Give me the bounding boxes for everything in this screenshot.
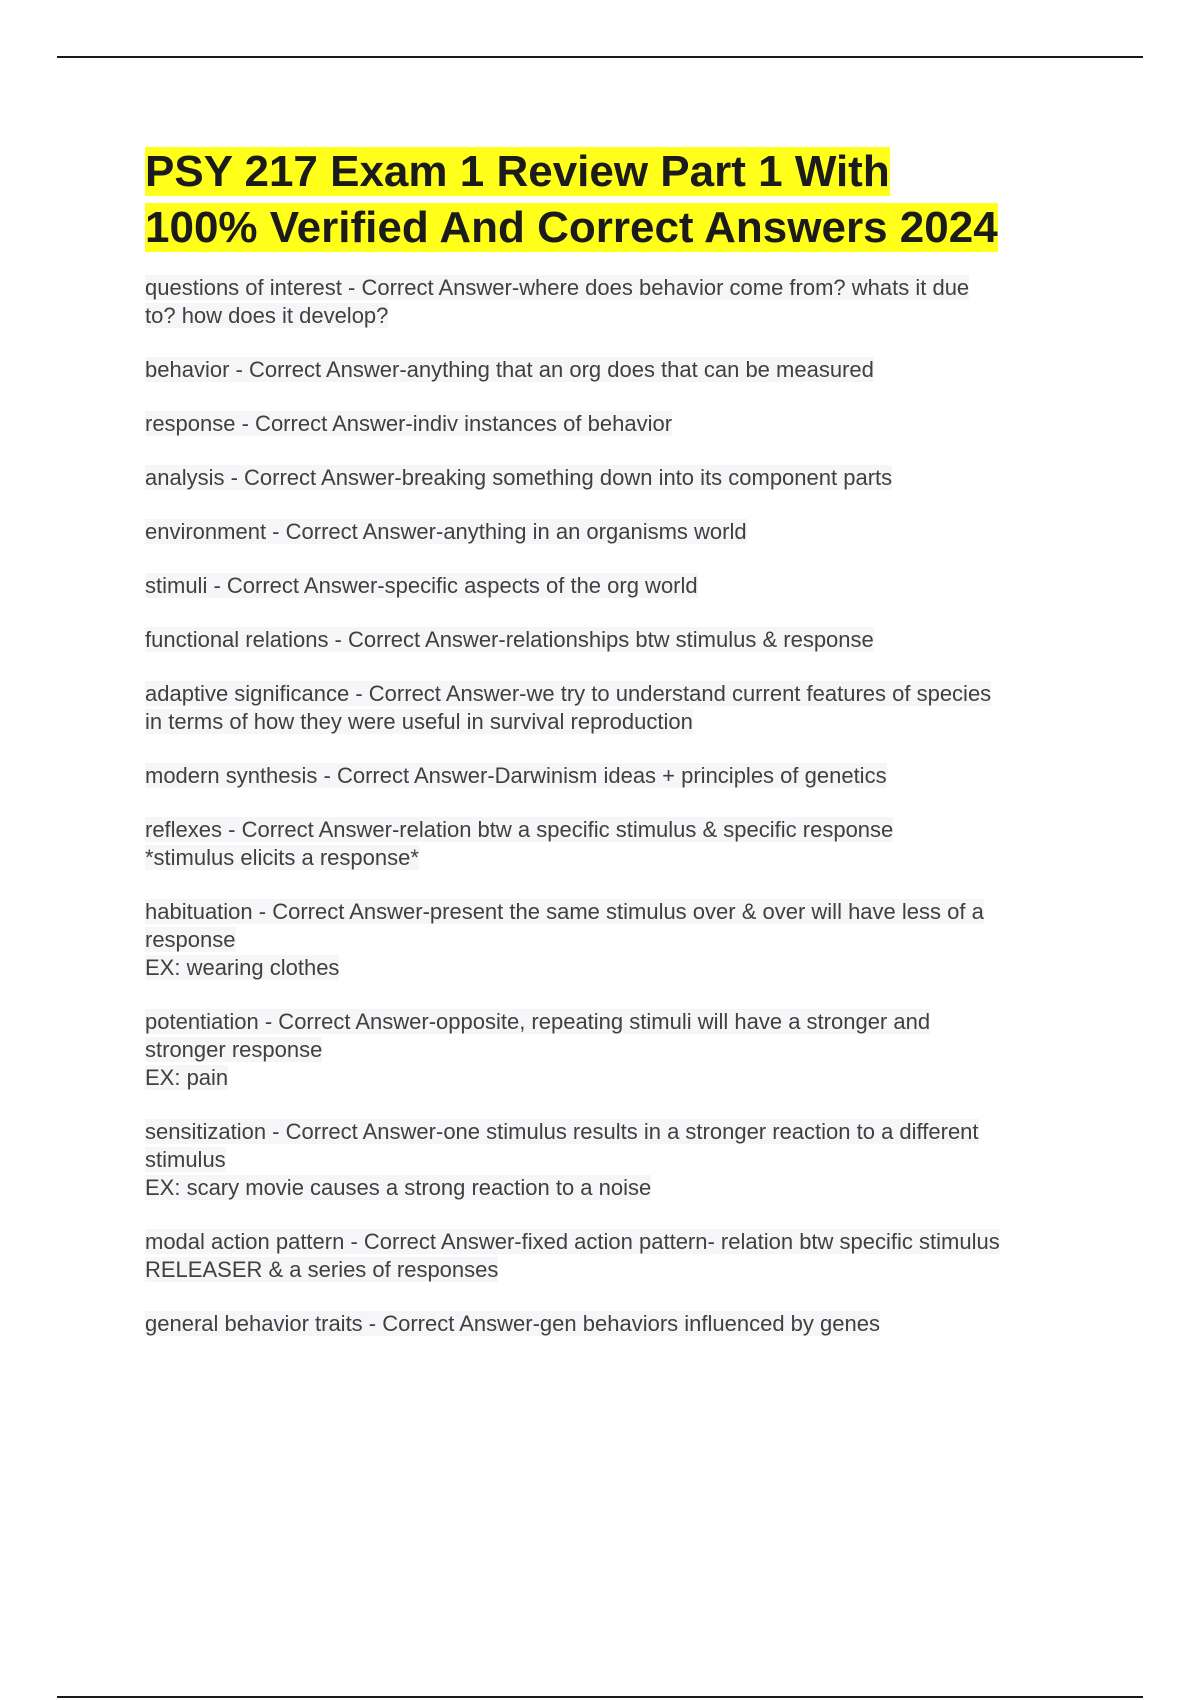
qa-entry-line: environment - Correct Answer-anything in an organisms world [145, 519, 747, 544]
qa-entry-line: potentiation - Correct Answer-opposite, repeating stimuli will have a stronger and [145, 1009, 931, 1034]
qa-entry-line: questions of interest - Correct Answer-where does behavior come from? whats it due [145, 275, 970, 300]
qa-entry [145, 1228, 1090, 1284]
document-body [145, 144, 1090, 1364]
qa-entry-line: behavior - Correct Answer-anything that an org does that can be measured [145, 357, 874, 382]
top-rule [57, 56, 1143, 58]
qa-entry [145, 816, 1090, 872]
qa-entry-line: stronger response [145, 1037, 323, 1062]
qa-entry-line: modal action pattern - Correct Answer-fixed action pattern- relation btw specific stimulus [145, 1229, 1000, 1254]
qa-entry [145, 626, 1090, 654]
qa-entry [145, 572, 1090, 600]
qa-entry-line: EX: pain [145, 1065, 229, 1090]
title-line-2: 100% Verified And Correct Answers 2024 [145, 203, 998, 252]
qa-entry [145, 1118, 1090, 1202]
qa-entry [145, 518, 1090, 546]
qa-entry [145, 1310, 1090, 1338]
qa-entry-line: habituation - Correct Answer-present the same stimulus over & over will have less of a [145, 899, 984, 924]
document-title [145, 144, 1085, 256]
qa-entry-line: to? how does it develop? [145, 303, 389, 328]
qa-entry-line: response [145, 927, 236, 952]
title-line-1: PSY 217 Exam 1 Review Part 1 With [145, 147, 890, 196]
qa-entry-line: response - Correct Answer-indiv instances of behavior [145, 411, 673, 436]
qa-entry [145, 464, 1090, 492]
qa-entry-line: stimulus [145, 1147, 226, 1172]
bottom-rule [57, 1696, 1143, 1698]
qa-entry-list [145, 274, 1090, 1338]
qa-entry-line: RELEASER & a series of responses [145, 1257, 499, 1282]
qa-entry [145, 1008, 1090, 1092]
qa-entry-line: reflexes - Correct Answer-relation btw a specific stimulus & specific response [145, 817, 894, 842]
qa-entry-line: stimuli - Correct Answer-specific aspects of the org world [145, 573, 698, 598]
qa-entry [145, 410, 1090, 438]
qa-entry-line: adaptive significance - Correct Answer-we try to understand current features of species [145, 681, 992, 706]
qa-entry [145, 762, 1090, 790]
qa-entry-line: general behavior traits - Correct Answer-gen behaviors influenced by genes [145, 1311, 880, 1336]
qa-entry-line: EX: wearing clothes [145, 955, 340, 980]
qa-entry-line: analysis - Correct Answer-breaking something down into its component parts [145, 465, 893, 490]
qa-entry-line: sensitization - Correct Answer-one stimulus results in a stronger reaction to a different [145, 1119, 979, 1144]
qa-entry [145, 680, 1090, 736]
qa-entry-line: in terms of how they were useful in survival reproduction [145, 709, 693, 734]
qa-entry-line: modern synthesis - Correct Answer-Darwinism ideas + principles of genetics [145, 763, 887, 788]
qa-entry-line: EX: scary movie causes a strong reaction to a noise [145, 1175, 652, 1200]
qa-entry-line: functional relations - Correct Answer-relationships btw stimulus & response [145, 627, 874, 652]
qa-entry [145, 274, 1090, 330]
qa-entry [145, 356, 1090, 384]
qa-entry-line: *stimulus elicits a response* [145, 845, 419, 870]
qa-entry [145, 898, 1090, 982]
